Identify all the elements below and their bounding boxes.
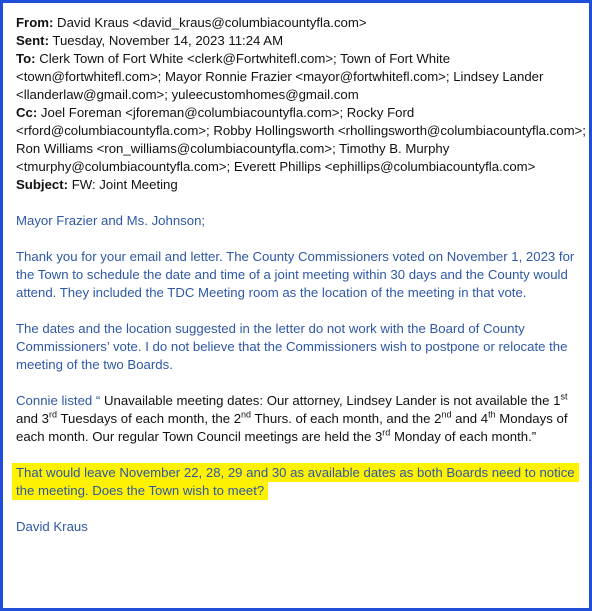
sent-label: Sent: (16, 33, 49, 48)
greeting: Mayor Frazier and Ms. Johnson; (16, 213, 206, 228)
to-label: To: (16, 51, 36, 66)
to-value: Clerk Town of Fort White <clerk@Fortwhitefl.com>; Town of Fort White <town@fortwhitefl.com>; Mayor Ronnie Frazier <mayor@fortwhitefl.com>; Lindsey Lander <llanderlaw@gmail.com>; yuleecustomhomes@gmail.com (16, 51, 544, 102)
spacer (16, 302, 586, 320)
cc-line (16, 104, 586, 176)
subject-line (16, 176, 586, 194)
highlight-paragraph (12, 464, 586, 500)
sent-value: Tuesday, November 14, 2023 11:24 AM (52, 33, 284, 48)
cc-value: Joel Foreman <jforeman@columbiacountyfla.com>; Rocky Ford <rford@columbiacountyfla.com>; Robby Hollingsworth <rhollingsworth@columbiacountyfla.com>; Ron Williams <ron_williams@columbiacountyfla.com>; Timothy B. Murphy <tmurphy@columbiacountyfla.com>; Everett Phillips <ephillips@columbiacountyfla.com> (16, 105, 586, 174)
from-value: David Kraus <david_kraus@columbiacountyfla.com> (57, 15, 367, 30)
spacer (16, 194, 586, 212)
signature: David Kraus (16, 519, 88, 534)
quote-paragraph (16, 392, 586, 446)
paragraph-1: Thank you for your email and letter. The County Commissioners voted on November 1, 2023 for the Town to schedule the date and time of a joint meeting within 30 days and the County would attend. They included the TDC Meeting room as the location of the meeting in that vote. (16, 249, 575, 300)
subject-label: Subject: (16, 177, 69, 192)
quote-text: Unavailable meeting dates: Our attorney, Lindsey Lander is not available the 1st and 3rd Tuesdays of each month, the 2nd Thurs. of each month, and the 2nd and 4th Mondays of each month. Our regular Town Council meetings are held the 3rd Monday of each month.” (16, 391, 568, 444)
highlighted-text: That would leave November 22, 28, 29 and 30 as available dates as both Boards need to notice the meeting. Does the Town wish to meet? (12, 463, 579, 500)
paragraph-2: The dates and the location suggested in the letter do not work with the Board of County Commissioners’ vote. I do not believe that the Commissioners wish to postpone or relocate the meeting of the two Boards. (16, 321, 568, 372)
to-line (16, 50, 586, 104)
quote-lead: Connie listed “ (16, 393, 104, 408)
subject-value: FW: Joint Meeting (71, 177, 178, 192)
spacer (16, 230, 586, 248)
spacer (16, 500, 586, 518)
spacer (16, 446, 586, 464)
spacer (16, 374, 586, 392)
from-line (16, 14, 586, 32)
cc-label: Cc: (16, 105, 38, 120)
email-content (16, 14, 586, 536)
from-label: From: (16, 15, 54, 30)
sent-line (16, 32, 586, 50)
